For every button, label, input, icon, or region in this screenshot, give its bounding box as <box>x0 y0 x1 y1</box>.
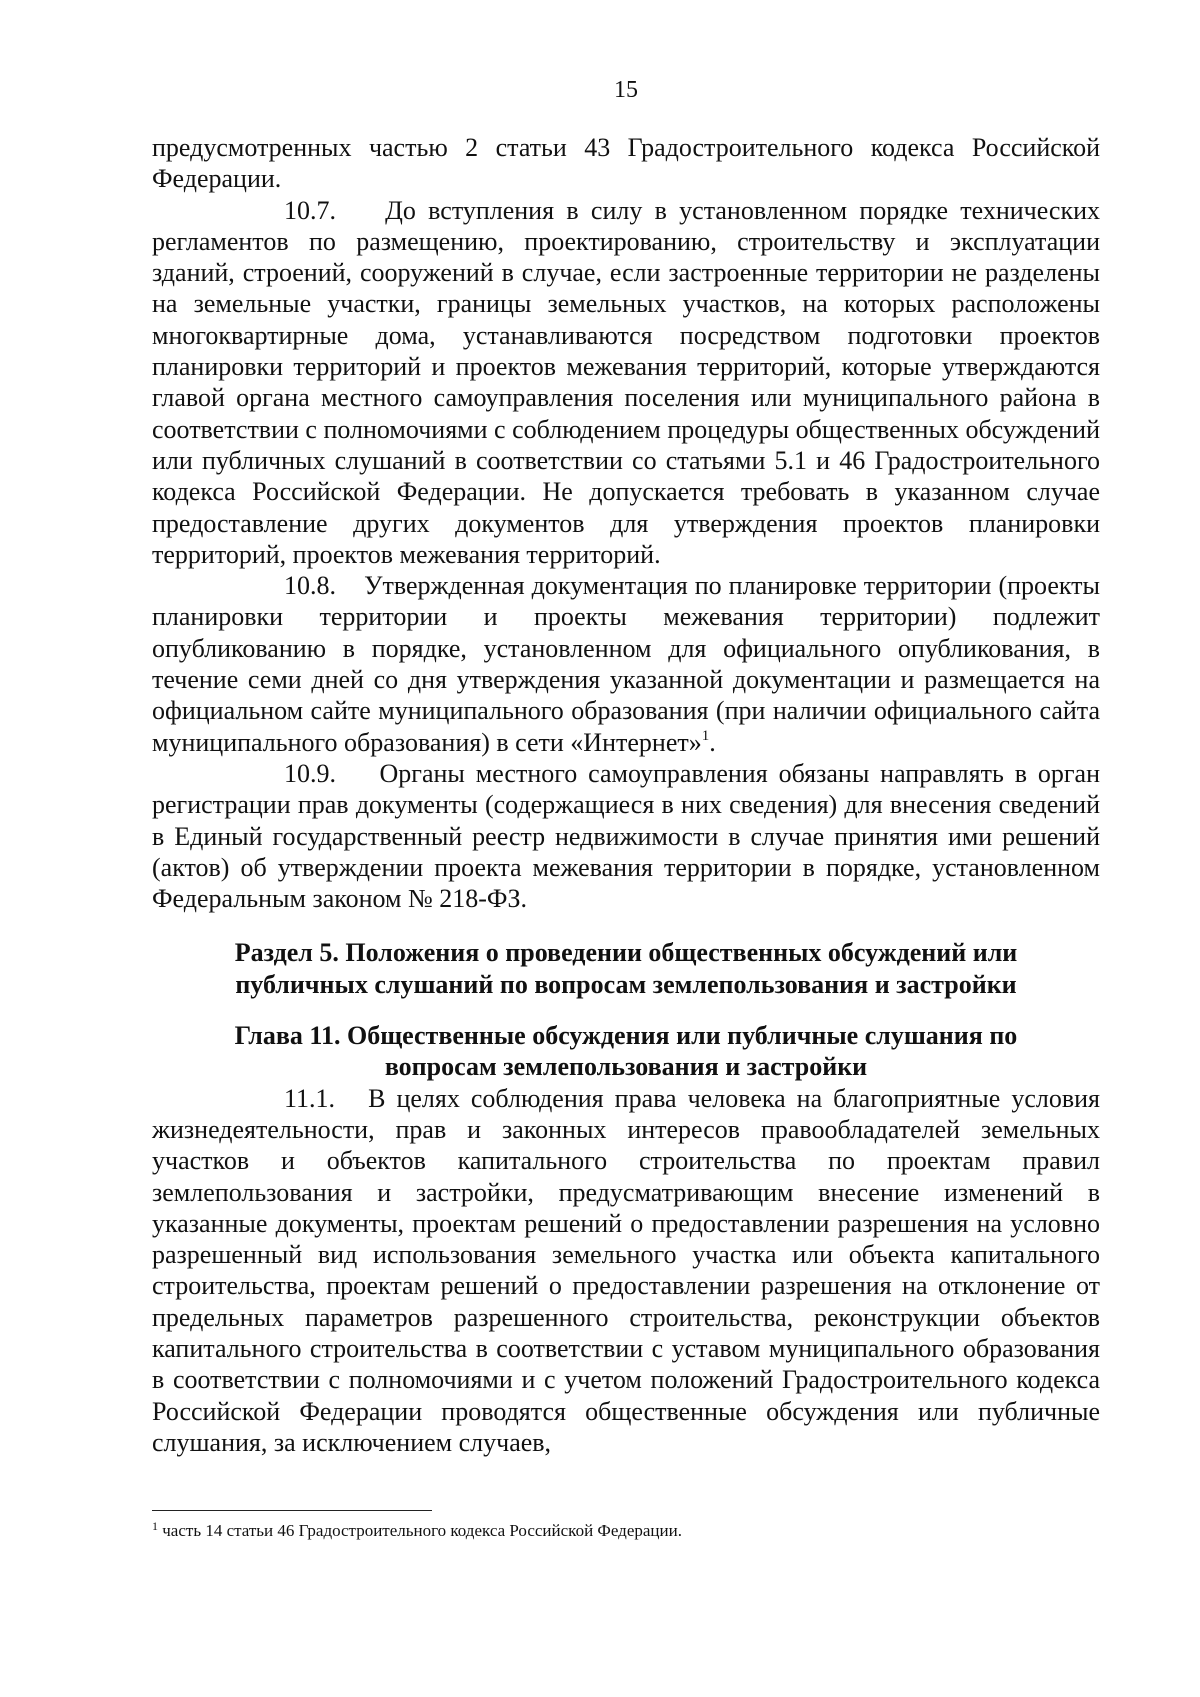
chapter-heading-line: вопросам землепользования и застройки <box>384 1052 868 1082</box>
paragraph-text: Утвержденная документация по планировке территории (проекты планировки территории и проекты межевания территории) подлежит опубликованию в порядке, установленном для официального опубликования, в течение семи дней со дня утверждения указанной документации и размещается на официальном сайте муниципального образования (при наличии официального сайта муниципального образования) в сети «Интернет» <box>152 571 1101 757</box>
paragraph-10-7 <box>152 195 1100 571</box>
paragraph-text: В целях соблюдения права человека на благоприятные условия жизнедеятельности, прав и законных интересов правообладателей земельных участков и объектов капитального строительства по проектам правил землепользования и застройки, предусматривающим внесение изменений в указанные документы, проектам решений о предоставлении разрешения на условно разрешенный вид использования земельного участка или объекта капитального строительства, проектам решений о предоставлении разрешения на отклонение от предельных параметров разрешенного строительства, реконструкции объектов капитального строительства в соответствии с уставом муниципального образования в соответствии с полномочиями и с учетом положений Градостроительного кодекса Российской Федерации проводятся общественные обсуждения или публичные слушания, за исключением случаев, <box>152 1083 1100 1457</box>
paragraph-text: Органы местного самоуправления обязаны направлять в орган регистрации прав документы (содержащиеся в них сведения) для внесения сведений в Единый государственный реестр недвижимости в случае принятия ими решений (актов) об утверждении проекта межевания территории в порядке, установленном Федеральным законом № 218-ФЗ. <box>152 758 1100 914</box>
section-heading-line: Раздел 5. Положения о проведении общественных обсуждений или <box>234 938 1018 968</box>
paragraph-10-8 <box>152 570 1100 758</box>
paragraph-number: 10.7. <box>284 195 336 225</box>
footnote-reference: 1 <box>701 727 710 744</box>
chapter-heading-line: Глава 11. Общественные обсуждения или публичные слушания по <box>234 1021 1018 1051</box>
footnote <box>152 1520 1100 1542</box>
section-heading <box>152 937 1100 1000</box>
chapter-heading <box>152 1020 1100 1083</box>
section-heading-line: публичных слушаний по вопросам землепользования и застройки <box>235 969 1017 999</box>
page-number: 15 <box>614 77 638 103</box>
footnote-marker: 1 <box>152 1519 158 1533</box>
paragraph-11-1 <box>152 1083 1100 1459</box>
paragraph-continuation: предусмотренных частью 2 статьи 43 Градостроительного кодекса Российской Федерации. <box>152 133 1100 194</box>
paragraph-number: 11.1. <box>284 1083 336 1113</box>
paragraph-number: 10.8. <box>284 571 336 601</box>
paragraph-10-9 <box>152 758 1100 914</box>
paragraph-number: 10.9. <box>284 758 336 788</box>
document-body <box>152 132 1100 1458</box>
footnote-divider <box>152 1510 432 1511</box>
paragraph-end: . <box>709 727 716 757</box>
paragraph-text: До вступления в силу в установленном порядке технических регламентов по размещению, проектированию, строительству и эксплуатации зданий, строений, сооружений в случае, если застроенные территории не разделены на земельные участки, границы земельных участков, на которых расположены многоквартирные дома, устанавливаются посредством подготовки проектов планировки территорий и проектов межевания территорий, которые утверждаются главой органа местного самоуправления поселения или муниципального района в соответствии с полномочиями с соблюдением процедуры общественных обсуждений или публичных слушаний в соответствии со статьями 5.1 и 46 Градостроительного кодекса Российской Федерации. Не допускается требовать в указанном случае предоставление других документов для утверждения проектов планировки территорий, проектов межевания территорий. <box>152 195 1101 569</box>
footnote-text: часть 14 статьи 46 Градостроительного кодекса Российской Федерации. <box>158 1521 682 1540</box>
